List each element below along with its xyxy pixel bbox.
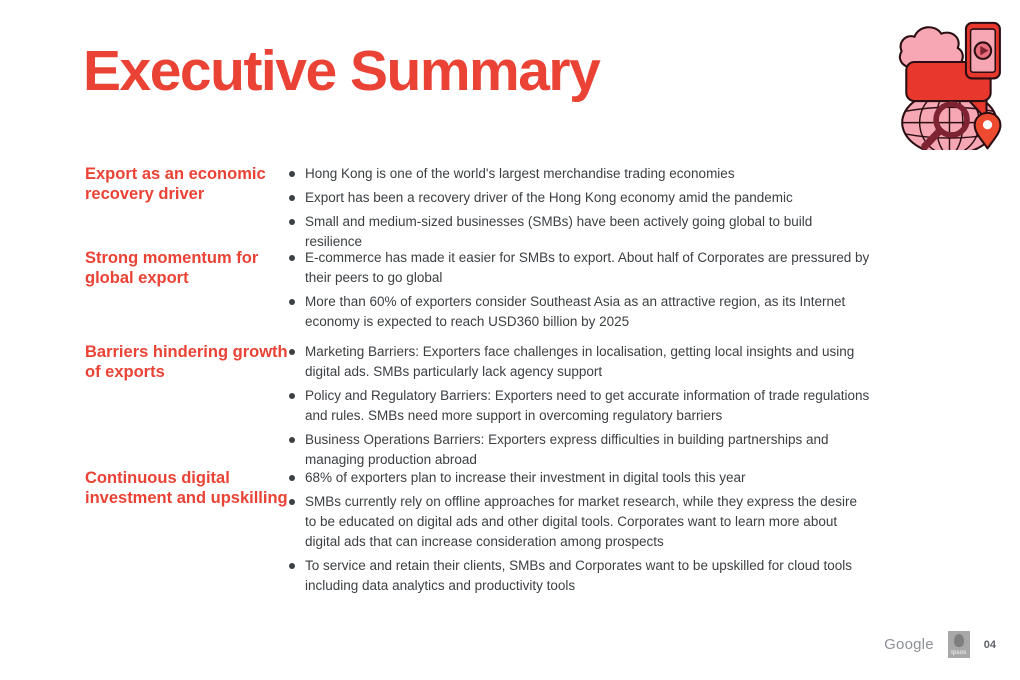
ipsos-logo-mark [954,634,964,647]
export-digital-illustration [896,12,1004,150]
section-heading: Export as an economic recovery driver [85,165,266,203]
section-heading: Strong momentum for global export [85,249,259,287]
google-logo: Google [884,636,934,653]
phone-video-icon [966,23,1000,79]
bullet-item: Hong Kong is one of the world's largest merchandise trading economies [288,164,870,184]
ipsos-logo-label: Ipsos [951,650,967,656]
bullet-item: To service and retain their clients, SMBs and Corporates want to be upskilled for cloud tools including data analytics and productivity tools [288,556,870,596]
bullet-item: Policy and Regulatory Barriers: Exporters need to get accurate information of trade regulations and rules. SMBs need more support in overcoming regulatory barriers [288,386,870,426]
section-heading: Barriers hindering growth of exports [85,343,288,381]
footer [884,631,996,658]
ipsos-logo [948,631,970,658]
section-barriers [85,340,870,474]
bullet-item: E-commerce has made it easier for SMBs to export. About half of Corporates are pressured by their peers to go global [288,248,870,288]
bullet-item: 68% of exporters plan to increase their investment in digital tools this year [288,468,870,488]
page-title: Executive Summary [83,39,600,103]
section-export-recovery [85,162,870,256]
bullet-list [288,248,870,336]
bullet-item: Export has been a recovery driver of the Hong Kong economy amid the pandemic [288,188,870,208]
section-digital-investment [85,466,870,600]
bullet-item: SMBs currently rely on offline approaches for market research, while they express the desire to be educated on digital ads and other digital tools. Corporates want to learn more about digital ads that can increase consideration among prospects [288,492,870,552]
bullet-list [288,164,870,256]
bullet-item: Small and medium-sized businesses (SMBs) have been actively going global to build resilience [288,212,870,252]
bullet-list [288,342,870,474]
section-global-export [85,246,870,336]
page-number: 04 [983,638,996,651]
bullet-item: More than 60% of exporters consider Southeast Asia as an attractive region, as its Internet economy is expected to reach USD360 billion by 2025 [288,292,870,332]
section-heading: Continuous digital investment and upskilling [85,469,288,507]
bullet-item: Business Operations Barriers: Exporters express difficulties in building partnerships and managing production abroad [288,430,870,470]
bullet-item: Marketing Barriers: Exporters face challenges in localisation, getting local insights and using digital ads. SMBs particularly lack agency support [288,342,870,382]
bullet-list [288,468,870,600]
